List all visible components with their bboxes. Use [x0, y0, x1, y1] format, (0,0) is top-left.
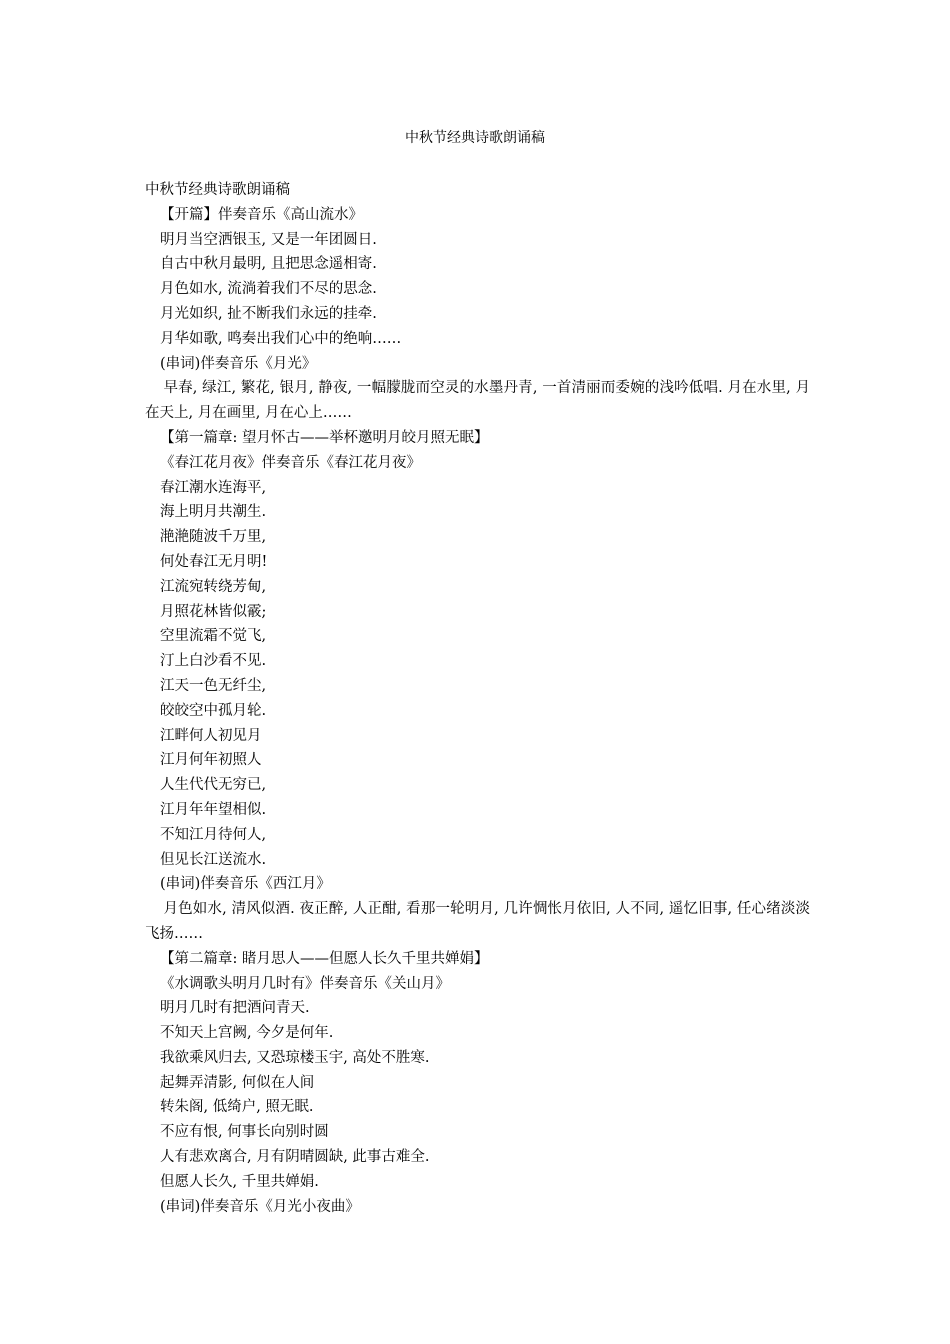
interlude-line: (串词)伴奏音乐《月光》 — [160, 355, 317, 372]
section-header-opening: 【开篇】伴奏音乐《高山流水》 — [160, 206, 363, 223]
interlude-line: (串词)伴奏音乐《月光小夜曲》 — [160, 1198, 360, 1215]
poem-line: 不应有恨, 何事长向别时圆 — [160, 1124, 329, 1141]
prose-paragraph: 月色如水, 清风似酒. 夜正醉, 人正酣, 看那一轮明月, 几许惆怅月依旧, 人不同, 遥忆旧事, 任心绪淡淡飞扬…… — [145, 901, 810, 942]
poem-line: 春江潮水连海平, — [160, 479, 267, 496]
text-line: 明月当空洒银玉, 又是一年团圆日. — [160, 231, 377, 248]
poem-line: 何处春江无月明! — [160, 553, 268, 570]
poem-line: 海上明月共潮生. — [160, 504, 267, 521]
poem-line: 皎皎空中孤月轮. — [160, 702, 267, 719]
section-header-chapter-2: 【第二篇章: 睹月思人——但愿人长久千里共婵娟】 — [160, 950, 489, 967]
poem-line: 但愿人长久, 千里共婵娟. — [160, 1173, 319, 1190]
poem-line: 江畔何人初见月 — [160, 727, 262, 744]
poem-line: 人生代代无穷已, — [160, 777, 267, 794]
text-line: 月色如水, 流淌着我们不尽的思念. — [160, 281, 377, 298]
prose-paragraph: 早春, 绿江, 繁花, 银月, 静夜, 一幅朦胧而空灵的水墨丹青, 一首清丽而委婉的浅吟低唱. 月在水里, 月在天上, 月在画里, 月在心上…… — [145, 380, 810, 422]
poem-line: 不知天上宫阙, 今夕是何年. — [160, 1025, 334, 1042]
text-line: 月光如织, 扯不断我们永远的挂牵. — [160, 305, 377, 322]
poem-line: 转朱阁, 低绮户, 照无眠. — [160, 1099, 314, 1116]
poem-line: 起舞弄清影, 何似在人间 — [160, 1074, 315, 1091]
document-heading: 中秋节经典诗歌朗诵稿 — [145, 182, 290, 198]
poem-line: 明月几时有把酒问青天. — [160, 1000, 310, 1017]
poem-line: 月照花林皆似霰; — [160, 603, 267, 620]
poem-line: 江月何年初照人 — [160, 752, 262, 769]
poem-line: 人有悲欢离合, 月有阴晴圆缺, 此事古难全. — [160, 1149, 430, 1166]
poem-line: 江流宛转绕芳甸, — [160, 578, 267, 595]
text-line: 月华如歌, 鸣奏出我们心中的绝响…… — [160, 330, 402, 347]
text-line: 自古中秋月最明, 且把思念遥相寄. — [160, 256, 377, 273]
poem-line: 滟滟随波千万里, — [160, 529, 267, 546]
poem-line: 但见长江送流水. — [160, 851, 267, 868]
poem-line: 空里流霜不觉飞, — [160, 628, 267, 645]
poem-line: 江天一色无纤尘, — [160, 677, 267, 694]
poem-line: 汀上白沙看不见. — [160, 653, 267, 670]
document-body — [145, 178, 810, 1219]
page-title: 中秋节经典诗歌朗诵稿 — [405, 130, 545, 146]
poem-title-line: 《春江花月夜》伴奏音乐《春江花月夜》 — [160, 454, 421, 471]
poem-line: 江月年年望相似. — [160, 801, 267, 818]
poem-title-line: 《水调歌头明月几时有》伴奏音乐《关山月》 — [160, 975, 450, 992]
poem-line: 我欲乘风归去, 又恐琼楼玉宇, 高处不胜寒. — [160, 1049, 430, 1066]
section-header-chapter-1: 【第一篇章: 望月怀古——举杯邀明月皎月照无眠】 — [160, 429, 489, 446]
poem-line: 不知江月待何人, — [160, 826, 267, 843]
interlude-line: (串词)伴奏音乐《西江月》 — [160, 876, 331, 893]
